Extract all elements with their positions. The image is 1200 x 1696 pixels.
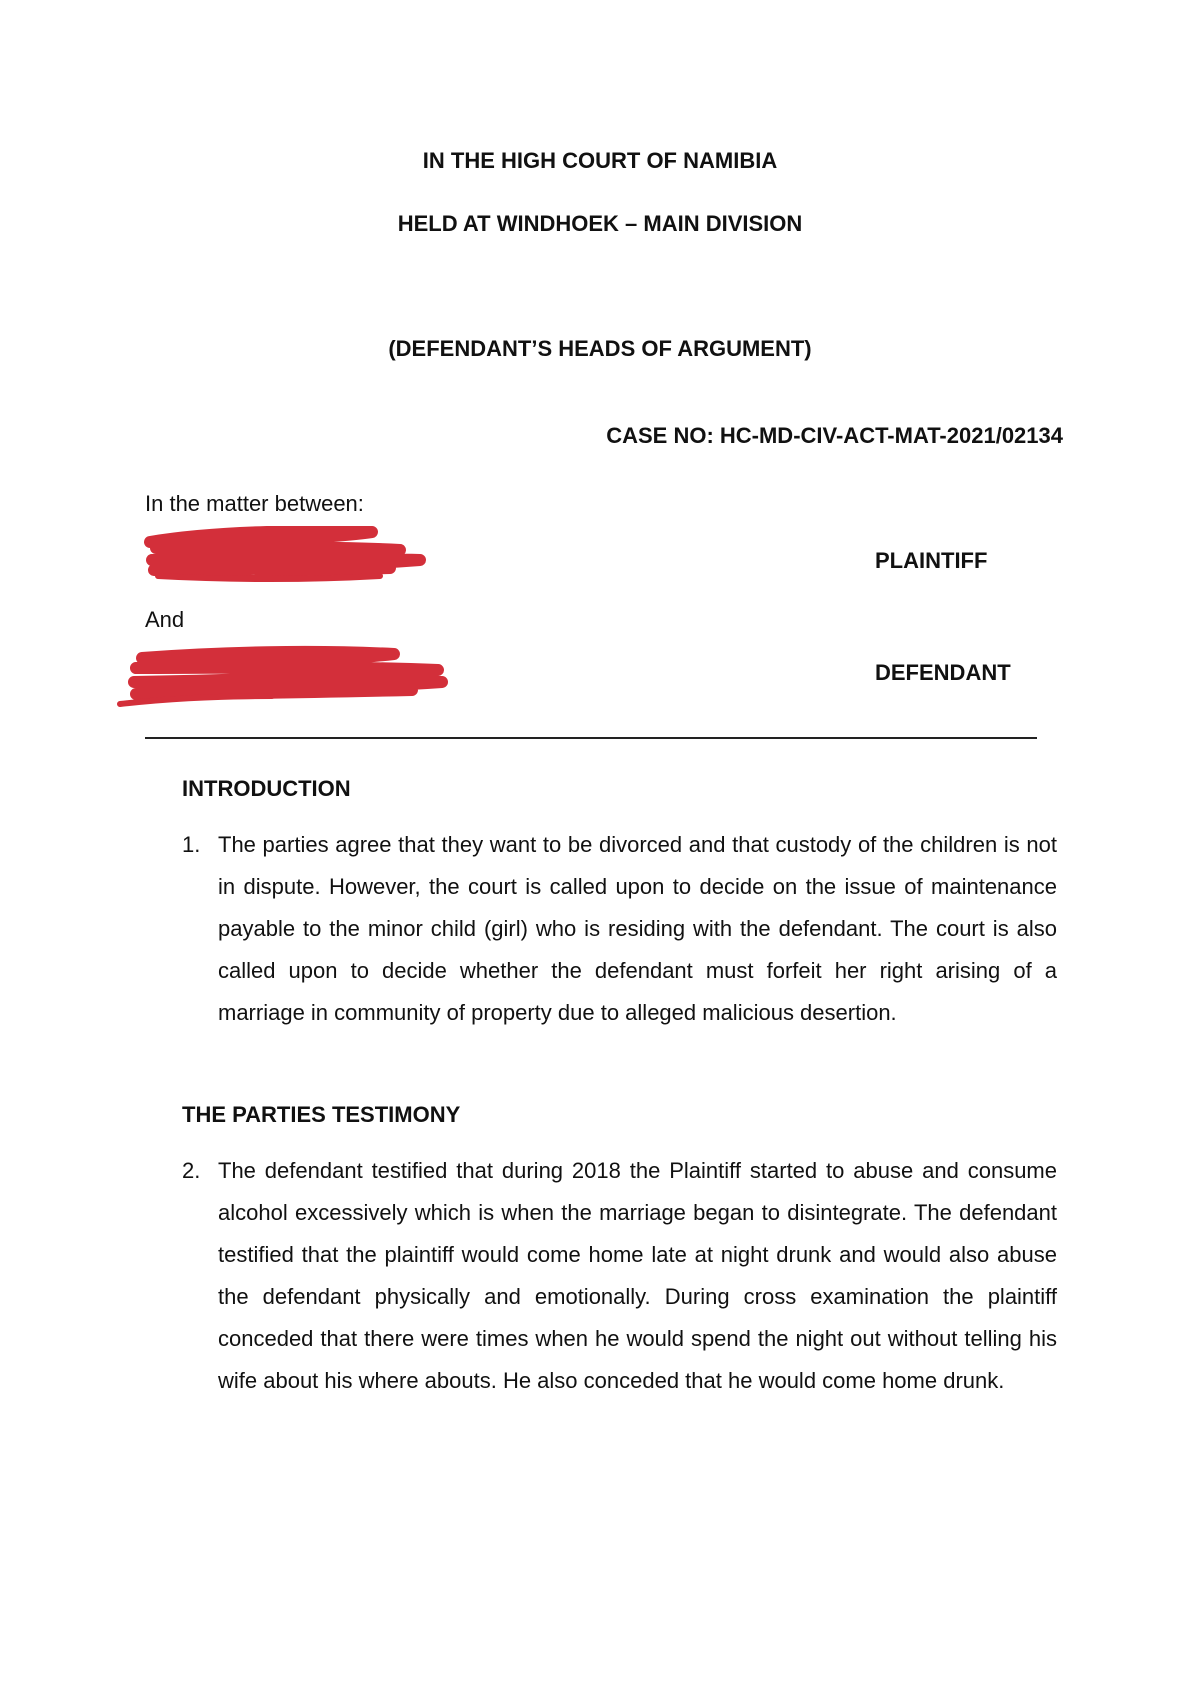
section-heading-testimony: THE PARTIES TESTIMONY xyxy=(182,1102,461,1127)
parties-intro: In the matter between: xyxy=(145,491,364,516)
plaintiff-label: PLAINTIFF xyxy=(875,548,988,573)
division-name: HELD AT WINDHOEK – MAIN DIVISION xyxy=(397,211,803,236)
paragraph-number: 2. xyxy=(182,1158,201,1183)
document-title: (DEFENDANT’S HEADS OF ARGUMENT) xyxy=(388,336,812,361)
section-heading-introduction: INTRODUCTION xyxy=(182,776,351,801)
case-number: CASE NO: HC-MD-CIV-ACT-MAT-2021/02134 xyxy=(606,423,1063,448)
paragraph-number: 1. xyxy=(182,832,201,857)
paragraph-2 xyxy=(182,1150,1057,1402)
defendant-label: DEFENDANT xyxy=(875,660,1011,685)
plaintiff-name-redaction xyxy=(140,526,430,588)
paragraph-1 xyxy=(182,824,1057,1034)
and-text: And xyxy=(145,607,185,632)
horizontal-divider xyxy=(145,737,1037,739)
paragraph-text: The defendant testified that during 2018 the Plaintiff started to abuse and consume alcohol excessively which is when the marriage began to disintegrate. The defendant testified that the plaintiff would come home late at night drunk and would also abuse the defendant physically and emotionally. During cross examination the plaintiff conceded that there were times when he would spend the night out without telling his wife about his where abouts. He also conceded that he would come home drunk. xyxy=(218,1158,1057,1393)
defendant-name-redaction xyxy=(112,644,452,710)
court-name: IN THE HIGH COURT OF NAMIBIA xyxy=(422,148,778,173)
paragraph-text: The parties agree that they want to be divorced and that custody of the children is not in dispute. However, the court is called upon to decide on the issue of maintenance payable to the minor child (girl) who is residing with the defendant. The court is also called upon to decide whether the defendant must forfeit her right arising of a marriage in community of property due to alleged malicious desertion. xyxy=(218,832,1057,1025)
